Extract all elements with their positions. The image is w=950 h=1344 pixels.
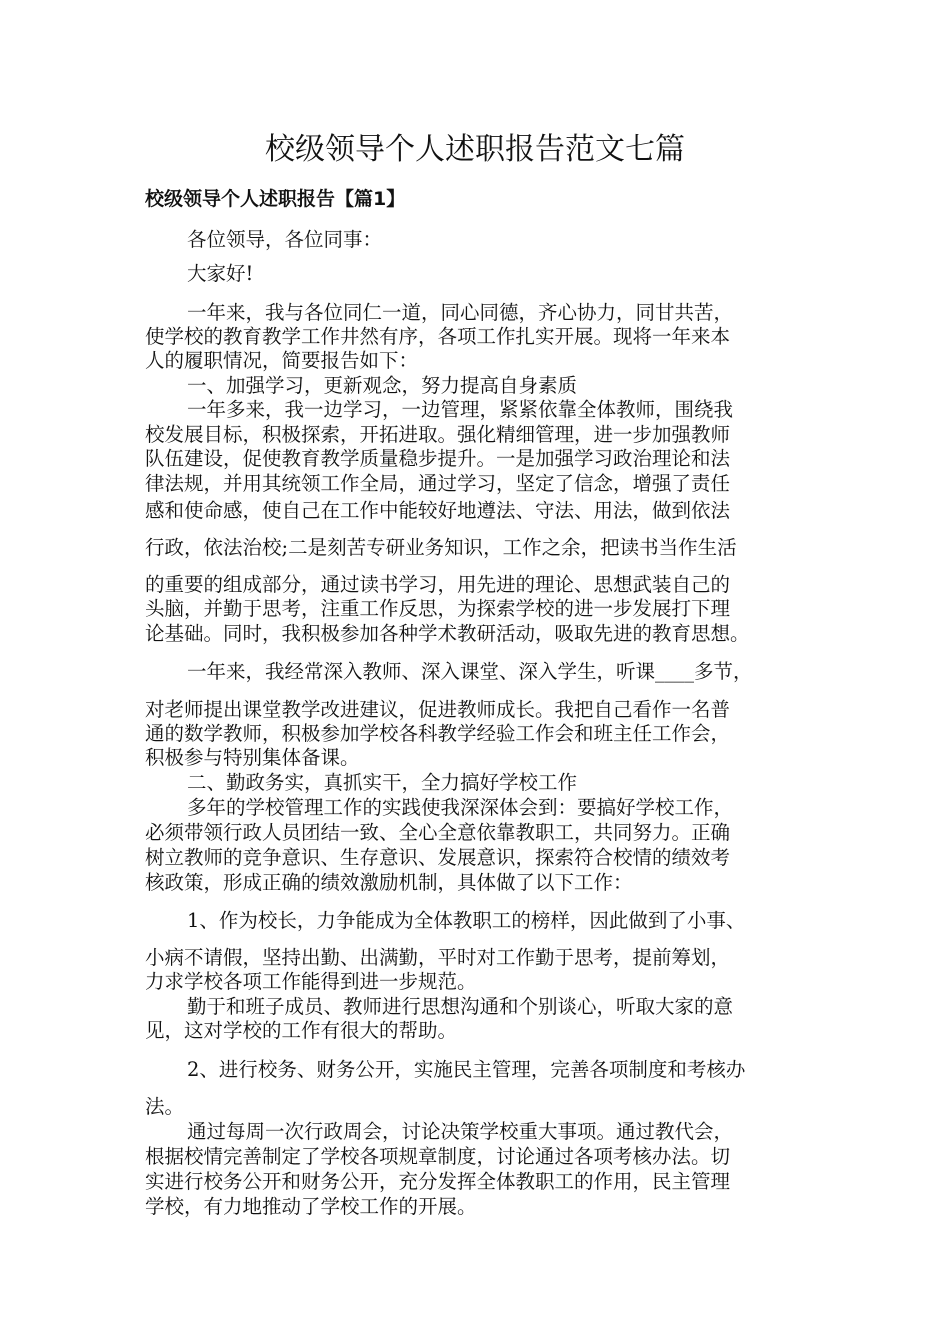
paragraph-line: 行政，依法治校;二是刻苦专研业务知识，工作之余，把读书当作生活 — [145, 536, 737, 559]
paragraph-line: 一年多来，我一边学习，一边管理，紧紧依靠全体教师，围绕我 — [187, 398, 734, 421]
paragraph-line: 一年来，我经常深入教师、深入课堂、深入学生，听课____多节， — [187, 660, 753, 683]
paragraph-line: 勤于和班子成员、教师进行思想沟通和个别谈心，听取大家的意 — [187, 995, 734, 1018]
paragraph-line: 树立教师的竞争意识、生存意识、发展意识，探索符合校情的绩效考 — [145, 846, 731, 869]
paragraph-line: 通的数学教师，积极参加学校各科教学经验工作会和班主任工作会， — [145, 722, 731, 745]
paragraph-line: 使学校的教育教学工作井然有序，各项工作扎实开展。现将一年来本 — [145, 325, 731, 348]
subsection-heading: 一、加强学习，更新观念，努力提高自身素质 — [187, 374, 578, 397]
paragraph-line: 各位领导，各位同事： — [187, 228, 383, 251]
paragraph-line: 学校，有力地推动了学校工作的开展。 — [145, 1195, 477, 1218]
paragraph-line: 大家好! — [187, 262, 254, 285]
paragraph-line: 1、作为校长，力争能成为全体教职工的榜样，因此做到了小事、 — [187, 909, 746, 932]
paragraph-line: 2、进行校务、财务公开，实施民主管理，完善各项制度和考核办 — [187, 1058, 746, 1081]
paragraph-line: 实进行校务公开和财务公开，充分发挥全体教职工的作用，民主管理 — [145, 1170, 731, 1193]
document-title: 校级领导个人述职报告范文七篇 — [265, 132, 685, 167]
paragraph-line: 律法规，并用其统领工作全局，通过学习，坚定了信念，增强了责任 — [145, 472, 731, 495]
paragraph-line: 一年来，我与各位同仁一道，同心同德，齐心协力，同甘共苦， — [187, 301, 734, 324]
paragraph-line: 校发展目标，积极探索，开拓进取。强化精细管理，进一步加强教师 — [145, 423, 731, 446]
paragraph-line: 小病不请假，坚持出勤、出满勤，平时对工作勤于思考，提前筹划， — [145, 946, 731, 969]
paragraph-line: 力求学校各项工作能得到进一步规范。 — [145, 970, 477, 993]
paragraph-line: 见，这对学校的工作有很大的帮助。 — [145, 1019, 458, 1042]
paragraph-line: 论基础。同时，我积极参加各种学术教研活动，吸取先进的教育思想。 — [145, 622, 750, 645]
paragraph-line: 头脑，并勤于思考，注重工作反思，为探索学校的进一步发展打下理 — [145, 597, 731, 620]
paragraph-line: 对老师提出课堂教学改进建议，促进教师成长。我把自己看作一名普 — [145, 698, 731, 721]
paragraph-line: 通过每周一次行政周会，讨论决策学校重大事项。通过教代会， — [187, 1120, 734, 1143]
paragraph-line: 队伍建设，促使教育教学质量稳步提升。一是加强学习政治理论和法 — [145, 447, 731, 470]
section-heading: 校级领导个人述职报告【篇1】 — [145, 188, 406, 210]
paragraph-line: 感和使命感，使自己在工作中能较好地遵法、守法、用法，做到依法 — [145, 499, 731, 522]
paragraph-line: 的重要的组成部分，通过读书学习，用先进的理论、思想武装自己的 — [145, 573, 731, 596]
paragraph-line: 多年的学校管理工作的实践使我深深体会到：要搞好学校工作， — [187, 796, 734, 819]
paragraph-line: 积极参与特别集体备课。 — [145, 746, 360, 769]
subsection-heading: 二、勤政务实，真抓实干，全力搞好学校工作 — [187, 771, 578, 794]
paragraph-line: 人的履职情况，简要报告如下： — [145, 349, 419, 372]
paragraph-line: 根据校情完善制定了学校各项规章制度，讨论通过各项考核办法。切 — [145, 1145, 731, 1168]
paragraph-line: 必须带领行政人员团结一致、全心全意依靠教职工，共同努力。正确 — [145, 821, 731, 844]
paragraph-line: 核政策，形成正确的绩效激励机制，具体做了以下工作： — [145, 871, 633, 894]
paragraph-line: 法。 — [145, 1095, 185, 1118]
